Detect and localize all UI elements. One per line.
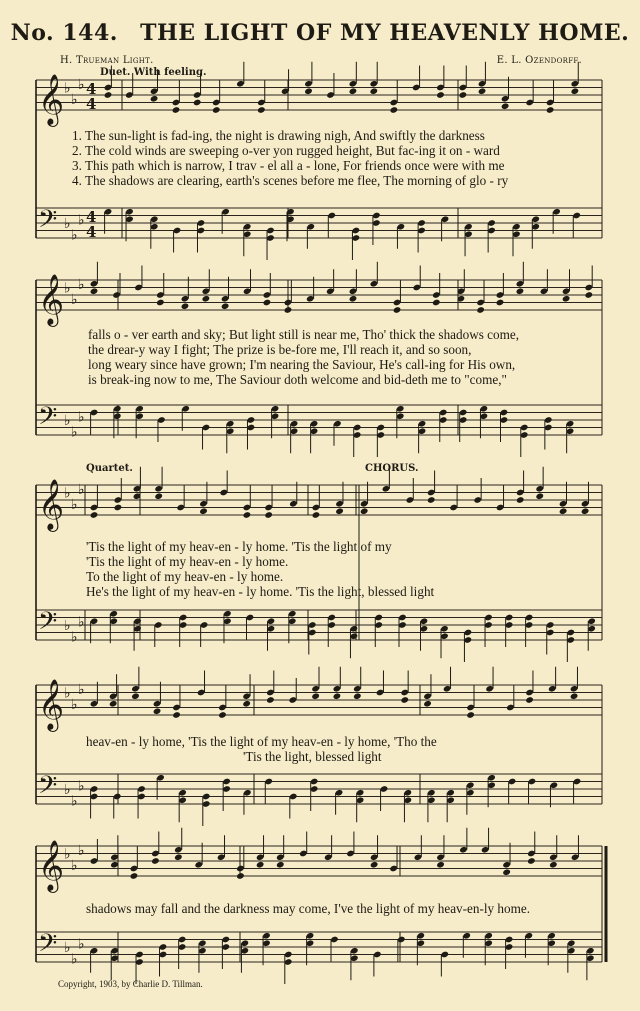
note-head xyxy=(571,87,580,95)
author-credit: H. Trueman Light. xyxy=(60,55,154,66)
verse-line-3-1: 'Tis the light of my heav-en - ly home. 'Tis the light of my xyxy=(86,539,392,554)
treble-clef-icon: 𝄞 xyxy=(38,74,65,125)
note-head xyxy=(199,507,208,515)
verse-line-4-1: heav-en - ly home, 'Tis the light of my heav-en - ly home, 'Tho the xyxy=(86,734,437,749)
note-head xyxy=(478,87,487,95)
note-head xyxy=(423,700,432,708)
note-head xyxy=(559,507,568,515)
note-head xyxy=(154,492,163,500)
flat-icon: ♭ xyxy=(78,409,85,426)
note-head xyxy=(312,511,321,519)
verse-line-2-1: falls o - ver earth and sky; But light still is near me, Tho' thick the shadows come, xyxy=(88,327,520,342)
note-head xyxy=(349,295,358,303)
treble-clef-icon: 𝄞 xyxy=(38,479,65,530)
note-head xyxy=(193,99,202,107)
flat-icon: ♭ xyxy=(64,618,71,634)
flat-icon: ♭ xyxy=(78,842,85,859)
note-head xyxy=(257,106,266,114)
flat-icon: ♭ xyxy=(71,227,78,244)
note-head xyxy=(370,861,379,869)
time-signature: 4 xyxy=(86,208,97,226)
note-head xyxy=(264,511,273,519)
verse-line-2-4: is break-ing now to me, The Saviour doth welcome and bid-deth me to "come," xyxy=(88,372,507,387)
duet-direction: Duet. With feeling. xyxy=(100,67,207,78)
note-head xyxy=(476,306,485,314)
note-head xyxy=(562,295,571,303)
flat-icon: ♭ xyxy=(78,681,85,698)
hymn-title: THE LIGHT OF MY HEAVENLY HOME. xyxy=(140,20,630,46)
verse-line-1-1: 1. The sun-light is fad-ing, the night is drawing nigh, And swiftly the darkness xyxy=(72,128,485,143)
time-signature: 4 xyxy=(86,95,97,113)
quartet-direction: Quartet. xyxy=(86,463,133,474)
note-head xyxy=(221,302,230,310)
treble-clef-icon: 𝄞 xyxy=(38,840,65,891)
note-head xyxy=(151,857,160,865)
treble-clef-icon: 𝄞 xyxy=(38,679,65,730)
flat-icon: ♭ xyxy=(78,936,85,953)
note-head xyxy=(516,287,525,295)
note-head xyxy=(527,857,536,865)
flat-icon: ♭ xyxy=(64,80,71,97)
note-head xyxy=(525,696,534,704)
flat-icon: ♭ xyxy=(78,276,85,293)
note-head xyxy=(496,299,505,307)
flat-icon: ♭ xyxy=(64,216,71,232)
note-head xyxy=(549,861,558,869)
verse-line-1-2: 2. The cold winds are sweeping o-ver yon rugged height, But fac-ing it on - ward xyxy=(72,143,500,158)
composer-credit: E. L. Ozendorff. xyxy=(496,55,582,66)
note-head xyxy=(153,707,162,715)
flat-icon: ♭ xyxy=(71,696,78,713)
note-head xyxy=(242,700,251,708)
note-head xyxy=(114,504,123,512)
note-head xyxy=(369,87,378,95)
note-head xyxy=(109,700,118,708)
note-head xyxy=(311,692,320,700)
note-head xyxy=(263,299,272,307)
note-head xyxy=(266,696,275,704)
flat-icon: ♭ xyxy=(71,857,78,874)
note-head xyxy=(304,87,313,95)
note-head xyxy=(393,306,402,314)
note-head xyxy=(353,692,362,700)
treble-clef-icon: 𝄞 xyxy=(38,274,65,325)
flat-icon: ♭ xyxy=(71,91,78,108)
note-head xyxy=(436,91,445,99)
flat-icon: ♭ xyxy=(78,614,85,631)
flat-icon: ♭ xyxy=(71,951,78,968)
flat-icon: ♭ xyxy=(71,629,78,646)
verse-line-4-2: 'Tis the light, blessed light xyxy=(243,749,382,764)
note-head xyxy=(390,106,399,114)
verse-line-1-4: 4. The shadows are clearing, earth's scenes before me flee, The morning of glo - ry xyxy=(72,173,509,188)
bass-clef-icon: 𝄢 xyxy=(38,607,58,642)
flat-icon: ♭ xyxy=(78,76,85,93)
flat-icon: ♭ xyxy=(78,778,85,795)
time-signature: 4 xyxy=(86,223,97,241)
note-head xyxy=(243,511,252,519)
note-head xyxy=(333,692,342,700)
bass-clef-icon: 𝄢 xyxy=(38,929,58,964)
flat-icon: ♭ xyxy=(64,782,71,798)
flat-icon: ♭ xyxy=(64,846,71,863)
flat-icon: ♭ xyxy=(64,413,71,429)
note-head xyxy=(212,106,221,114)
time-signature: 4 xyxy=(86,80,97,98)
verse-line-1-3: 3. This path which is narrow, I trav - el all a - lone, For friends once were with me xyxy=(72,158,505,173)
note-head xyxy=(546,106,555,114)
chorus-direction: CHORUS. xyxy=(365,463,419,474)
note-head xyxy=(335,507,344,515)
note-head xyxy=(174,853,183,861)
flat-icon: ♭ xyxy=(64,280,71,297)
note-head xyxy=(570,692,579,700)
note-head xyxy=(459,91,468,99)
copyright-notice: Copyright, 1903, by Charlie D. Tillman. xyxy=(58,979,203,989)
note-head xyxy=(202,295,211,303)
note-head xyxy=(535,492,544,500)
note-head xyxy=(584,291,593,299)
flat-icon: ♭ xyxy=(64,685,71,702)
note-head xyxy=(181,302,190,310)
flat-icon: ♭ xyxy=(64,485,71,502)
verse-line-5-1: shadows may fall and the darkness may come, I've the light of my heav-en-ly home. xyxy=(86,901,531,916)
note-head xyxy=(104,91,113,99)
note-head xyxy=(427,496,436,504)
note-head xyxy=(581,507,590,515)
note-head xyxy=(218,711,227,719)
flat-icon: ♭ xyxy=(71,496,78,513)
note-head xyxy=(436,861,445,869)
note-head xyxy=(90,511,99,519)
hymn-header xyxy=(0,20,640,46)
note-head xyxy=(360,507,369,515)
note-head xyxy=(156,299,165,307)
note-head xyxy=(349,87,358,95)
note-head xyxy=(110,861,119,869)
bass-clef-icon: 𝄢 xyxy=(38,402,58,437)
bass-clef-icon: 𝄢 xyxy=(38,205,58,240)
flat-icon: ♭ xyxy=(78,481,85,498)
note-head xyxy=(276,861,285,869)
note-head xyxy=(466,711,475,719)
flat-icon: ♭ xyxy=(64,940,71,956)
note-head xyxy=(516,496,525,504)
verse-line-2-2: the drear-y way I fight; The prize is be-fore me, I'll reach it, and so soon, xyxy=(88,342,472,357)
verse-line-2-3: long weary since have grown; I'm nearing the Saviour, He's call-ing for His own, xyxy=(88,357,516,372)
verse-line-3-4: He's the light of my heav-en - ly home. 'Tis the light, blessed light xyxy=(86,584,435,599)
note-head xyxy=(90,287,99,295)
verse-line-3-2: 'Tis the light of my heav-en - ly home. xyxy=(86,554,289,569)
note-head xyxy=(150,95,159,103)
flat-icon: ♭ xyxy=(71,291,78,308)
flat-icon: ♭ xyxy=(71,793,78,810)
note-head xyxy=(172,106,181,114)
verse-line-3-3: To the light of my heav-en - ly home. xyxy=(86,569,284,584)
note-head xyxy=(172,711,181,719)
note-head xyxy=(400,696,409,704)
note-head xyxy=(131,692,140,700)
hymn-number: No. 144. xyxy=(10,20,118,46)
note-head xyxy=(502,868,511,876)
note-head xyxy=(501,102,510,110)
flat-icon: ♭ xyxy=(78,212,85,229)
bass-clef-icon: 𝄢 xyxy=(38,771,58,806)
note-head xyxy=(130,872,139,880)
note-head xyxy=(256,861,265,869)
flat-icon: ♭ xyxy=(71,424,78,441)
note-head xyxy=(432,299,441,307)
